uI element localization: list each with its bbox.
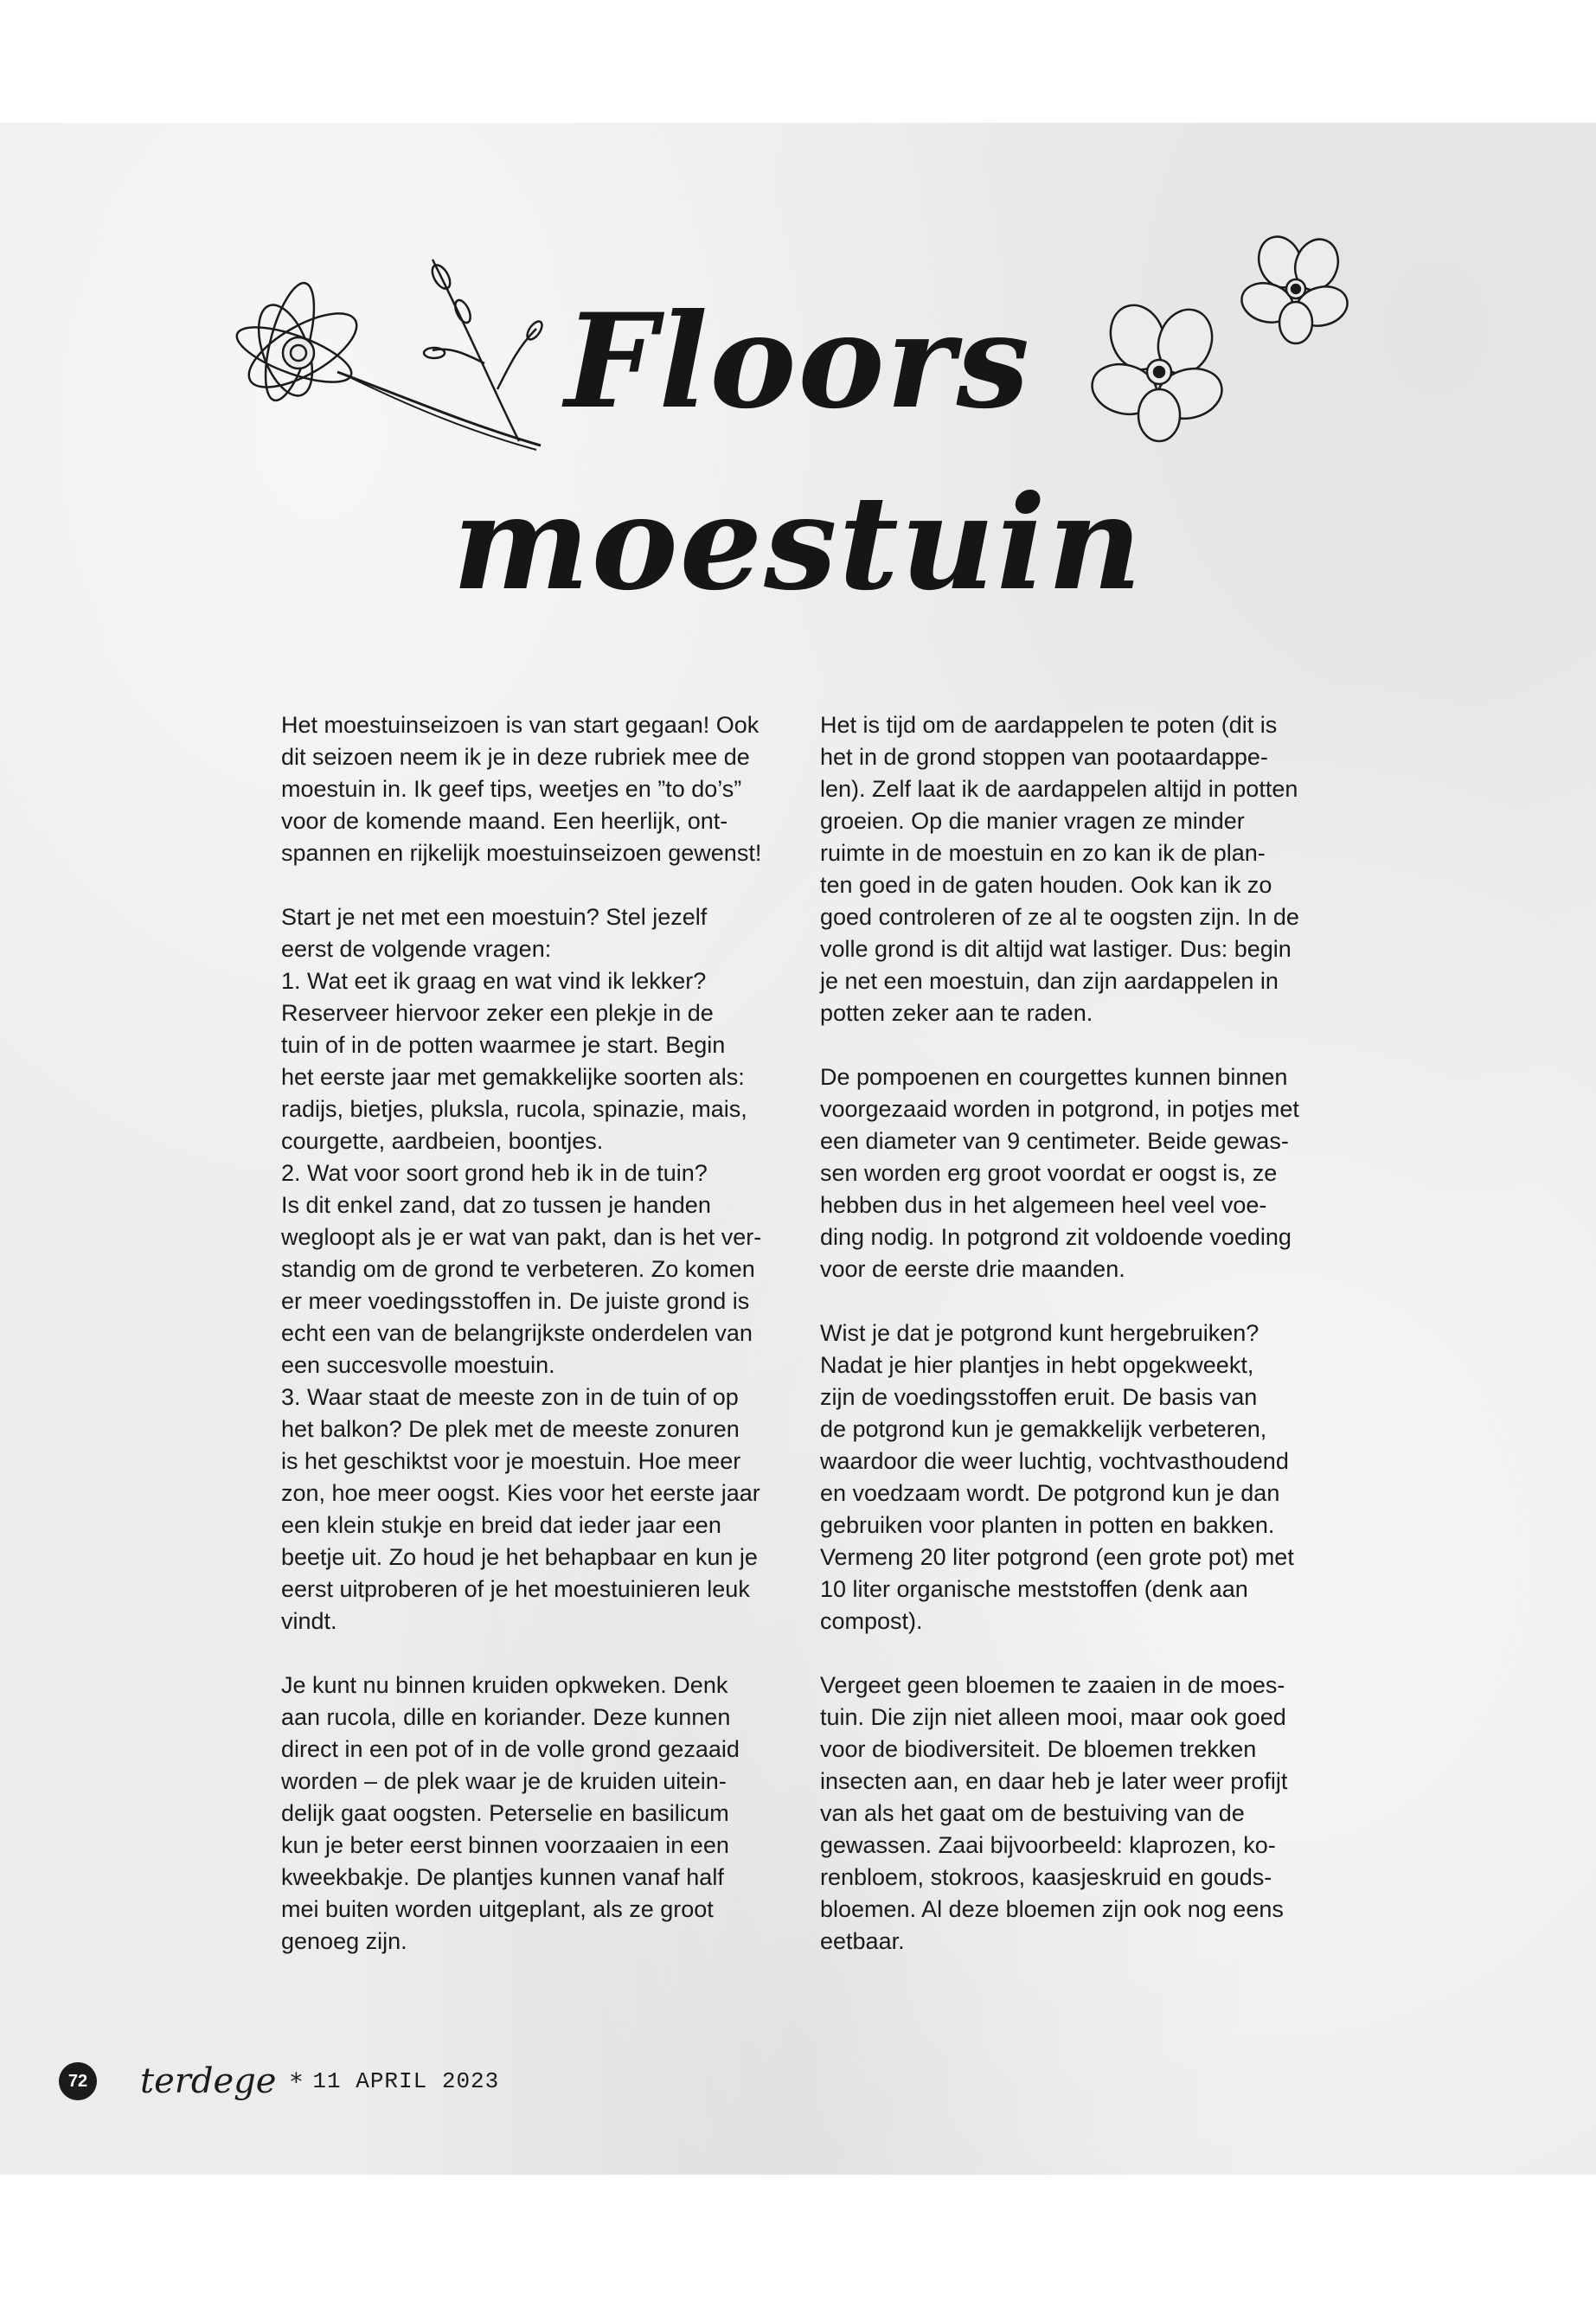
paragraph: De pompoenen en courgettes kunnen binnen voorgezaaid worden in potgrond, in potjes met een diameter van 9 centimeter. Beide gewas- sen worden erg groot voordat er oogst is, ze hebben dus in het algemeen heel veel voe- ding nodig. In potgrond zit voldoende voeding voor de eerste drie maanden. bbox=[820, 1064, 1299, 1282]
article-column-right bbox=[820, 709, 1326, 1990]
page-footer bbox=[59, 2061, 500, 2101]
title-line-1: Floors bbox=[564, 285, 1032, 438]
paragraph: Je kunt nu binnen kruiden opkweken. Denk aan rucola, dille en koriander. Deze kunnen direct in een pot of in de volle grond gezaaid worden – de plek waar je de kruiden uitein- delijk gaat oogsten. Peterselie en basilicum kun je beter eerst binnen voorzaaien in een kweekbakje. De plantjes kunnen vanaf half mei buiten worden uitgeplant, als ze groot genoeg zijn. bbox=[281, 1672, 740, 1954]
paragraph: Start je net met een moestuin? Stel jezelf eerst de volgende vragen: 1. Wat eet ik graag en wat vind ik lekker? Reserveer hiervoor zeker een plekje in de tuin of in de potten waarmee je start. Begin het eerste jaar met gemakkelijke soorten als: radijs, bietjes, pluksla, rucola, spinazie, mais, courgette, aardbeien, boontjes. 2. Wat voor soort grond heb ik in de tuin? Is dit enkel zand, dat zo tussen je handen wegloopt als je er wat van pakt, dan is het ver- standig om de grond te verbeteren. Zo komen er meer voedingsstoffen in. De juiste grond is echt een van de belangrijkste onderdelen van een succesvolle moestuin. 3. Waar staat de meeste zon in de tuin of op het balkon? De plek met de meeste zonuren is het geschiktst voor je moestuin. Hoe meer zon, hoe meer oogst. Kies voor het eerste jaar een klein stukje en breid dat ieder jaar een beetje uit. Zo houd je het behapbaar en kun je eerst uitproberen of je het moestuinieren leuk vindt. bbox=[281, 904, 762, 1634]
magazine-brand: terdege bbox=[140, 2061, 277, 2101]
paragraph: Wist je dat je potgrond kunt hergebruiken? Nadat je hier plantjes in hebt opgekweekt, zijn de voedingsstoffen eruit. De basis van de potgrond kun je gemakkelijk verbeteren, waardoor die weer luchtig, vochtvasthoudend en voedzaam wordt. De potgrond kun je dan gebruiken voor planten in potten en bakken. Vermeng 20 liter potgrond (een grote pot) met 10 liter organische meststoffen (denk aan compost). bbox=[820, 1320, 1294, 1634]
page-number: 72 bbox=[59, 2062, 97, 2100]
title-line-2: moestuin bbox=[452, 467, 1144, 619]
paragraph: Het is tijd om de aardappelen te poten (dit is het in de grond stoppen van pootaardappe- len). Zelf laat ik de aardappelen altijd in potten groeien. Op die manier vragen ze minder ruimte in de moestuin en zo kan ik de plan- ten goed in de gaten houden. Ook kan ik zo goed controleren of ze al te oogsten zijn. In de volle grond is dit altijd wat lastiger. Dus: begin je net een moestuin, dan zijn aardappelen in potten zeker aan te raden. bbox=[820, 712, 1299, 1026]
article-column-left bbox=[281, 709, 787, 1990]
paragraph: Het moestuinseizoen is van start gegaan! Ook dit seizoen neem ik je in deze rubriek mee de moestuin in. Ik geef tips, weetjes en ”to do’s” voor de komende maand. Een heerlijk, ont- spannen en rijkelijk moestuinseizoen gewenst! bbox=[281, 712, 762, 866]
separator-star: * bbox=[290, 2067, 303, 2096]
issue-date: 11 APRIL 2023 bbox=[312, 2068, 500, 2094]
paragraph: Vergeet geen bloemen te zaaien in de moes- tuin. Die zijn niet alleen mooi, maar ook goed voor de biodiversiteit. De bloemen trekken insecten aan, en daar heb je later weer profijt van als het gaat om de bestuiving van de gewassen. Zaai bijvoorbeeld: klaprozen, ko- renbloem, stokroos, kaasjeskruid en gouds- bloemen. Al deze bloemen zijn ook nog eens eetbaar. bbox=[820, 1672, 1288, 1954]
